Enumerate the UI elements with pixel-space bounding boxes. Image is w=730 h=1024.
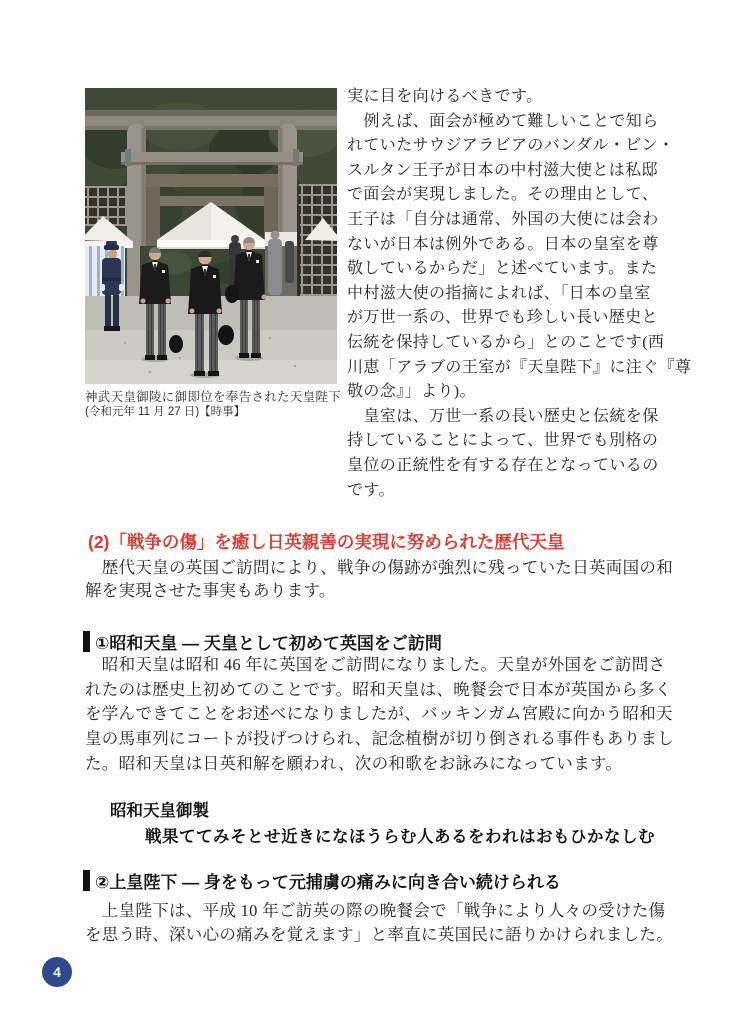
great-torii-beam: [85, 110, 337, 130]
photo-caption: [85, 389, 365, 420]
text-line: 持していることによって、世界でも別格の: [347, 432, 659, 450]
text-line: 伝統を保持しているから」とのことです(西: [347, 333, 665, 351]
text-line: スルタン王子が日本の中村滋大使とは私邸: [347, 161, 658, 179]
text-line: 川恵「アラブの王室が『天皇陛下』に注ぐ『尊: [347, 358, 692, 376]
text-line: が万世一系の、世界でも珍しい長い歴史と: [347, 309, 658, 327]
text-line: 敬しているからだ」と述べています。また: [347, 260, 658, 278]
shrine-photo: [85, 88, 337, 384]
text-line: です。: [347, 481, 395, 499]
subsection1-body: [85, 653, 685, 777]
photo-caption-line2: (令和元年 11 月 27 日)【時事】: [85, 406, 246, 418]
text-line: 昭和天皇は昭和 46 年に英国をご訪問になりました。天皇が外国をご訪問さ: [85, 655, 666, 674]
text-line: 敬の念』」より)。: [347, 383, 476, 401]
text-line: 皇の馬車列にコートが投げつけられ、記念植樹が切り倒される事件もありまし: [85, 729, 674, 749]
section-intro-paragraph: [85, 556, 685, 602]
subsection2-heading: [83, 868, 561, 893]
text-line: れたのは歴史上初めてのことです。昭和天皇は、晩餐会で日本が英国から多く: [85, 679, 672, 699]
subsection2-heading-text: ②上皇陛下 ― 身をもって元捕虜の痛みに向き合い続けられる: [95, 873, 561, 892]
text-line: 王子は「自分は通常、外国の大使には会わ: [347, 210, 659, 228]
text-line: 例えば、面会が極めて難しいことで知ら: [347, 112, 659, 130]
page-number: 4: [53, 964, 61, 980]
text-line: 実に目を向けるべきです。: [347, 88, 543, 105]
subsection1-heading: [83, 629, 442, 654]
text-line: 歴代天皇の英国ご訪問により、戦争の傷跡が強烈に残っていた日英両国の和: [85, 558, 673, 577]
text-line: 皇室は、万世一系の長い歴史と伝統を保: [347, 407, 659, 425]
text-line: ないが日本は例外である。日本の皇室を尊: [347, 235, 659, 253]
text-line: を学んできてことをお述べになりましたが、バッキンガム宮殿に向かう昭和天: [85, 704, 673, 724]
poem-title: 昭和天皇御製: [110, 802, 209, 820]
shrine-photo-illustration: [85, 88, 337, 384]
poem-verse: 戦果ててみそとせ近きになほうらむ人あるをわれはおもひかなしむ: [145, 828, 655, 846]
section-marker-bar: [83, 631, 90, 652]
text-line: 解を実現させた事実もあります。: [85, 581, 336, 600]
section-heading-red: (2)「戦争の傷」を癒し日英親善の実現に努められた歴代天皇: [88, 532, 565, 552]
text-line: 中村滋大使の指摘によれば、「日本の皇室: [347, 284, 651, 302]
subsection1-heading-text: ①昭和天皇 ― 天皇として初めて英国をご訪問: [95, 634, 442, 653]
text-line: で面会が実現しました。その理由として、: [347, 186, 659, 204]
text-line: 皇位の正統性を有する存在となっているの: [347, 456, 659, 474]
text-line: れていたサウジアラビアのバンダル・ビン・: [347, 137, 675, 155]
text-line: 上皇陛下は、平成 10 年ご訪英の際の晩餐会で「戦争により人々の受けた傷: [85, 901, 666, 920]
imperial-poem-block: [110, 798, 655, 851]
text-line: を思う時、深い心の痛みを覚えます」と率直に英国民に語りかけられました。: [85, 924, 673, 944]
subsection2-body: [85, 899, 685, 946]
text-line: た。昭和天皇は日英和解を願われ、次の和歌をお詠みになっています。: [85, 753, 623, 773]
page-number-badge: [42, 957, 72, 987]
section-marker-bar: [83, 870, 90, 891]
right-text-column: [347, 85, 692, 503]
photo-caption-line1: 神武天皇御陵に御即位を奉告された天皇陛下: [85, 390, 342, 404]
